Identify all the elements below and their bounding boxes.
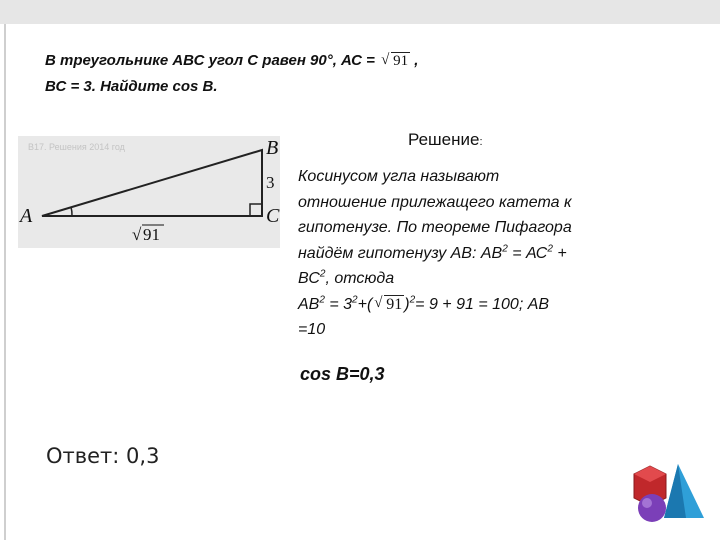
side-ac-sqrt-sign: √ [132,225,142,244]
side-ac-label: 91 [143,225,160,244]
solution-line-6: $АВ^2 = 3^2+$( √ 91 )$^2$= 9 + 91 = 100; АВ [298,292,656,318]
problem-line-1: В треугольнике АВС угол С равен 90°, АС = √ 91 , [45,48,605,74]
triangle [42,150,262,216]
header-band [0,0,720,24]
faint-caption: В17. Решения 2014 год [28,142,125,152]
sqrt-91-inline: √ 91 [374,294,403,313]
solution-line-3: гипотенузе. По теореме Пифагора [298,219,572,236]
solution-line-1: Косинусом угла называют [298,168,500,185]
problem-statement [45,48,605,99]
solution-line-7: =10 [298,321,326,338]
side-bc-label: 3 [266,173,275,192]
problem-line-2: ВС = 3. Найдите cos В. [45,78,218,95]
solution-text [298,164,656,343]
triangle-figure [18,136,280,248]
solution-line-5: $ВС^2$, отсюда [298,268,395,287]
angle-a-arc [71,207,72,216]
sphere-icon [638,494,666,522]
solution-title: Решение: [408,130,483,149]
vertex-c-label: C [266,205,280,227]
solution-line-2: отношение прилежащего катета к [298,193,572,211]
vertex-a-label: A [20,205,33,227]
solution-line-4: найдём гипотенузу АВ: $АВ^2 = АС^2$ + [298,243,567,262]
geometric-shapes-logo [630,460,710,526]
right-angle-mark [250,204,262,216]
cos-result: cos B=0,3 [300,364,385,384]
vertex-b-label: B [266,137,279,159]
sqrt-91: √ 91 [381,52,409,69]
left-rule [4,24,6,540]
final-answer: Ответ: 0,3 [46,444,160,468]
